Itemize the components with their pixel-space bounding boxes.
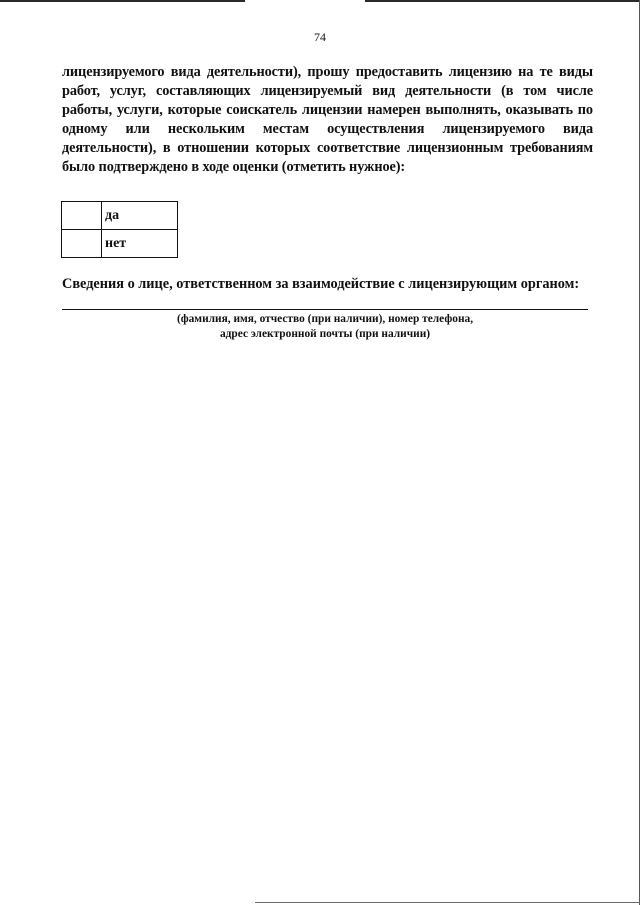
paragraph-line: лицензируемого вида деятельности), прошу предоставить лицензию на те виды [62,64,593,80]
body-paragraph [62,63,593,177]
paragraph-line: было подтверждено в ходе оценки (отметить нужное): [62,159,406,175]
contact-fill-line[interactable] [62,309,588,310]
contact-caption [62,312,588,342]
option-yes-checkbox[interactable] [62,202,102,230]
option-row-no [62,230,178,258]
option-row-yes [62,202,178,230]
scan-top-edge-gap [245,0,365,2]
option-no-checkbox[interactable] [62,230,102,258]
page-number: 74 [314,30,326,44]
caption-line: адрес электронной почты (при наличии) [219,328,431,340]
paragraph-line: одному или нескольким местам осуществления лицензируемого вида [62,121,593,137]
caption-line: (фамилия, имя, отчество (при наличии), номер телефона, [176,313,474,325]
options-table [61,201,178,258]
scan-bottom-edge [255,902,640,903]
scan-top-edge [0,0,640,2]
paragraph-line: работ, услуг, составляющих лицензируемый вид деятельности (в том числе [62,83,593,99]
contact-heading: Сведения о лице, ответственном за взаимодействие с лицензирующим органом: [62,276,580,292]
option-yes-label: да [102,202,178,230]
option-no-label: нет [102,230,178,258]
paragraph-line: работы, услуги, которые соискатель лицензии намерен выполнять, оказывать по [62,102,593,118]
paragraph-line: деятельности), в отношении которых соответствие лицензионным требованиям [62,140,593,156]
